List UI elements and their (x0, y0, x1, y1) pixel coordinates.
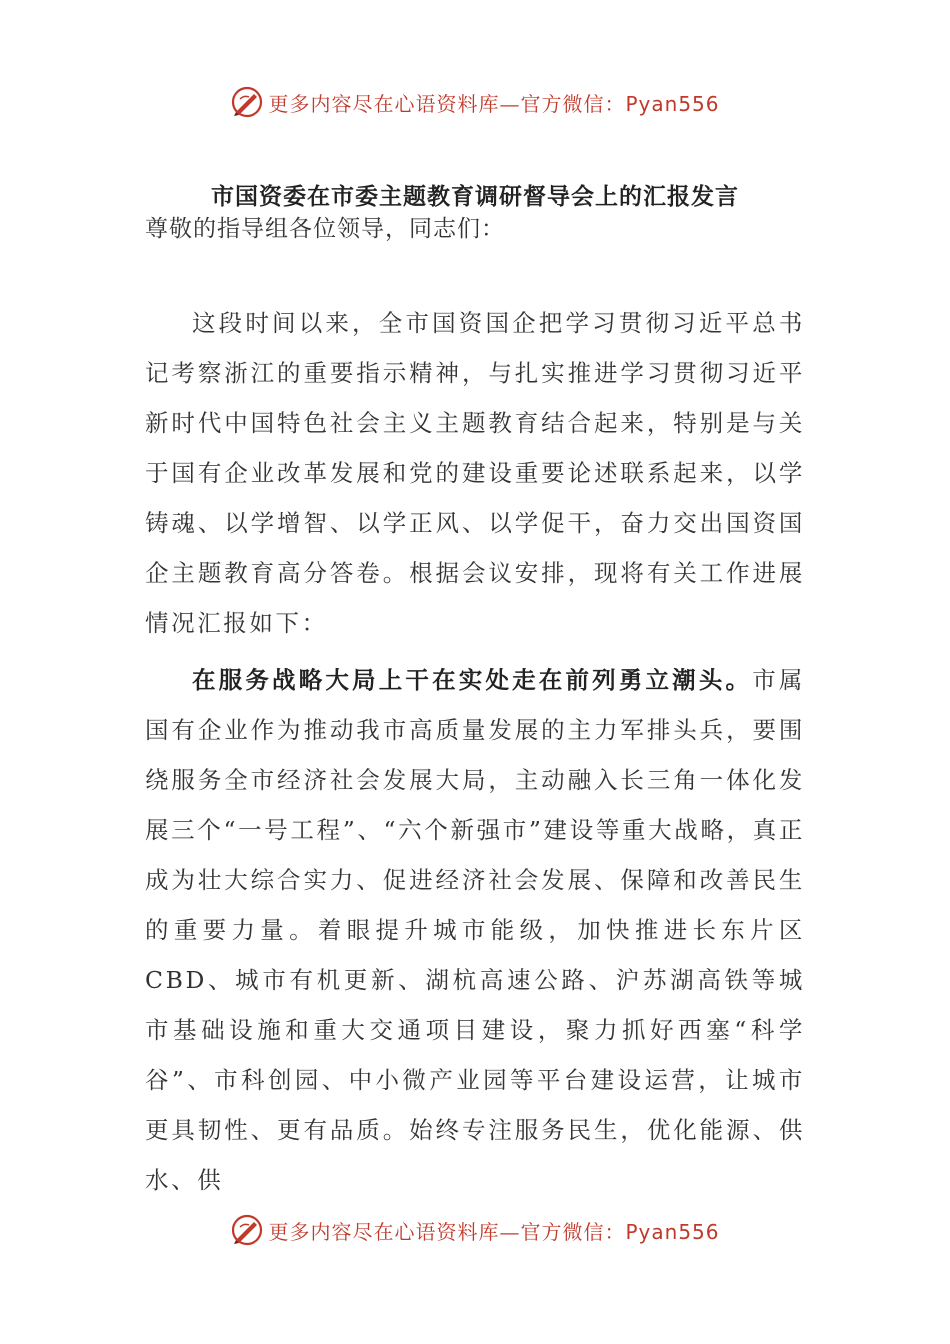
paragraph-1: 这段时间以来，全市国资国企把学习贯彻习近平总书记考察浙江的重要指示精神，与扎实推进学习贯彻习近平新时代中国特色社会主义主题教育结合起来，特别是与关于国有企业改革发展和党的建设重要论述联系起来，以学铸魂、以学增智、以学正风、以学促干，奋力交出国资国企主题教育高分答卷。根据会议安排，现将有关工作进展情况汇报如下： (145, 309, 805, 637)
paragraph-2-lead: 在服务战略大局上干在实处走在前列勇立潮头。 (192, 666, 753, 694)
paragraph-2 (145, 655, 805, 1205)
pen-logo-icon (230, 1213, 264, 1247)
footer-banner (0, 1210, 950, 1250)
wechat-id: Pyan556 (625, 1219, 720, 1244)
pen-logo-icon (230, 85, 264, 119)
footer-banner-text: 更多内容尽在心语资料库—官方微信：Pyan556 (268, 1219, 720, 1244)
header-banner (0, 82, 950, 122)
paragraph-2-body: 市属国有企业作为推动我市高质量发展的主力军排头兵，要围绕服务全市经济社会发展大局，主动融入长三角一体化发展三个“一号工程”、“六个新强市”建设等重大战略，真正成为壮大综合实力、促进经济社会发展、保障和改善民生的重要力量。着眼提升城市能级，加快推进长东片区CBD、城市有机更新、湖杭高速公路、沪苏湖高铁等城市基础设施和重大交通项目建设，聚力抓好西塞“科学谷”、市科创园、中小微产业园等平台建设运营，让城市更具韧性、更有品质。始终专注服务民生，优化能源、供水、供 (145, 666, 805, 1194)
header-banner-text: 更多内容尽在心语资料库—官方微信：Pyan556 (268, 91, 720, 116)
wechat-id: Pyan556 (625, 91, 720, 116)
salutation: 尊敬的指导组各位领导，同志们： (145, 216, 505, 242)
document-title: 市国资委在市委主题教育调研督导会上的汇报发言 (211, 183, 739, 210)
